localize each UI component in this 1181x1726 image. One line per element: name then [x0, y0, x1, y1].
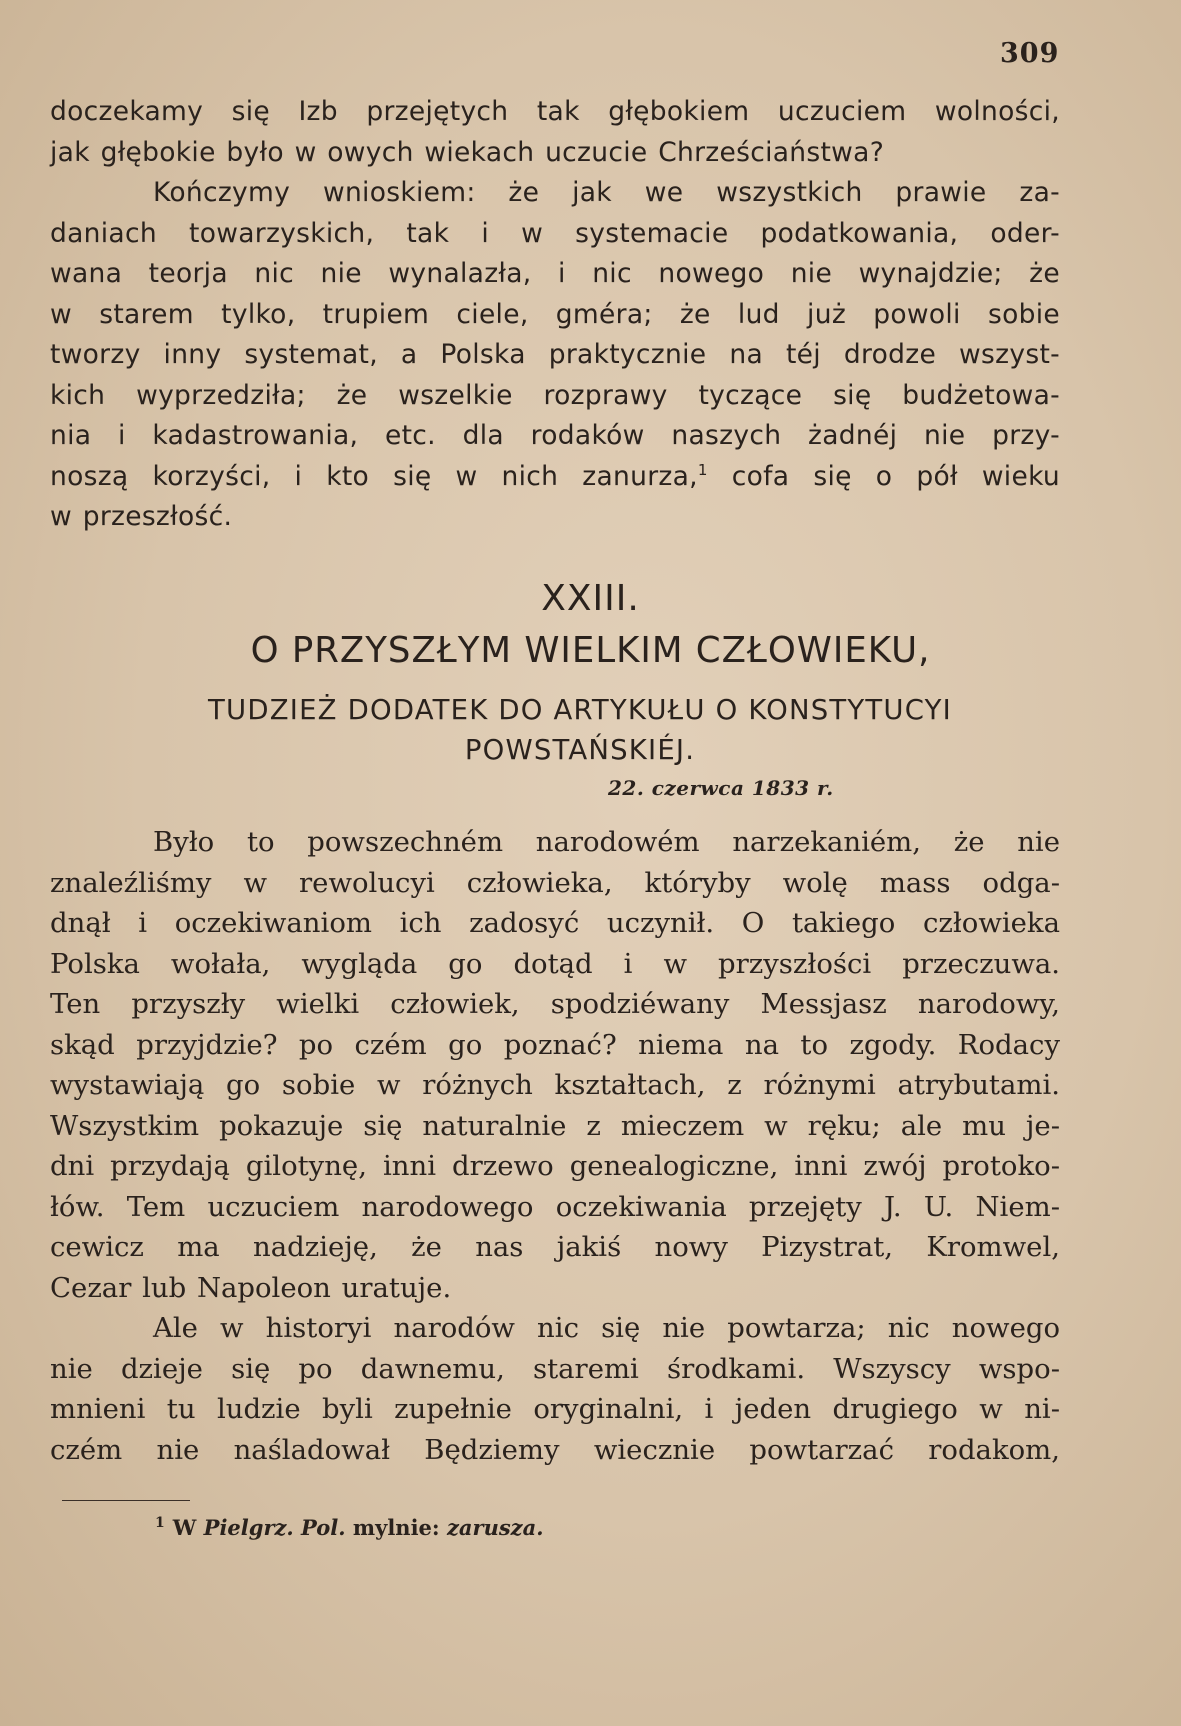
text-line: Ten przyszły wielki człowiek, spodziéwany Messjasz narodowy, [50, 988, 1060, 1020]
footnote-prefix: W [172, 1515, 197, 1540]
text-line: Wszystkim pokazuje się naturalnie z mieczem w ręku; ale mu je- [50, 1109, 1060, 1142]
text-line: Kończymy wnioskiem: że jak we wszystkich prawie za- [153, 177, 1060, 208]
footnote-reference[interactable]: 1 [697, 460, 708, 479]
footnote-divider [62, 1500, 190, 1501]
conclusion-text [50, 92, 1060, 538]
text-line: jak głębokie było w owych wiekach uczucie Chrześciaństwa? [50, 136, 885, 168]
text-line: skąd przyjdzie? po czém go poznać? niema na to zgody. Rodacy [50, 1028, 1060, 1061]
text-line: mnieni tu ludzie byli zupełnie oryginalni, i jeden drugiego w ni- [50, 1393, 1060, 1425]
text-line: wystawiają go sobie w różnych kształtach, z różnymi atrybutami. [50, 1069, 1060, 1101]
text-fragment: noszą korzyści, i kto się w nich zanurza, [50, 460, 698, 492]
text-line: tworzy inny systemat, a Polska praktycznie na téj drodze wszyst- [50, 339, 1060, 370]
chapter-body [50, 822, 1060, 1470]
text-line: dnął i oczekiwaniom ich zadosyć uczynił. O takiego człowieka [50, 907, 1060, 939]
text-line: kich wyprzedziła; że wszelkie rozprawy tyczące się budżetowa- [50, 379, 1060, 411]
text-line: nia i kadastrowania, etc. dla rodaków naszych żadnéj nie przy- [50, 420, 1060, 451]
text-line: dni przydają gilotynę, inni drzewo genealogiczne, inni zwój protoko- [50, 1150, 1060, 1182]
text-fragment: cofa się o pół wieku [707, 460, 1060, 492]
footnote [155, 1515, 544, 1540]
text-line: Polska wołała, wygląda go dotąd i w przyszłości przeczuwa. [50, 947, 1060, 980]
footnote-source: Pielgrz. Pol. [203, 1515, 346, 1540]
chapter-title: O PRZYSZŁYM WIELKIM CZŁOWIEKU, [250, 630, 931, 671]
text-line: w przeszłość. [50, 501, 233, 532]
page-number: 309 [1000, 38, 1060, 69]
text-line: Było to powszechném narodowém narzekaniém, że nie [153, 826, 1060, 858]
chapter-number: XXIII. [541, 578, 640, 619]
chapter-date: 22. czerwca 1833 r. [608, 776, 834, 800]
chapter-subtitle [80, 690, 1080, 770]
text-line: daniach towarzyskich, tak i w systemacie podatkowania, oder- [50, 217, 1060, 249]
text-line: w starem tylko, trupiem ciele, gméra; że lud już powoli sobie [50, 298, 1060, 330]
footnote-middle: mylnie: [352, 1515, 440, 1540]
text-line: łów. Tem uczuciem narodowego oczekiwania przejęty J. U. Niem- [50, 1190, 1060, 1223]
text-line: doczekamy się Izb przejętych tak głębokiem uczuciem wolności, [50, 96, 1060, 127]
text-line: nie dzieje się po dawnemu, staremi środkami. Wszyscy wspo- [50, 1352, 1060, 1385]
footnote-mark: 1 [155, 1515, 165, 1531]
subtitle-line: TUDZIEŻ DODATEK DO ARTYKUŁU O KONSTYTUCYI [208, 694, 952, 726]
text-line: znaleźliśmy w rewolucyi człowieka, któryby wolę mass odga- [50, 866, 1060, 899]
footnote-correction: zarusza. [446, 1515, 544, 1540]
text-line: Cezar lub Napoleon uratuje. [50, 1271, 452, 1304]
text-line-with-footnote-ref [50, 457, 1060, 498]
subtitle-line: POWSTAŃSKIÉJ. [464, 734, 696, 766]
text-line: wana teorja nic nie wynalazła, i nic nowego nie wynajdzie; że [50, 258, 1060, 289]
text-line: Ale w historyi narodów nic się nie powtarza; nic nowego [153, 1312, 1060, 1344]
text-line: czém nie naśladował Będziemy wiecznie powtarzać rodakom, [50, 1433, 1060, 1466]
text-line: cewicz ma nadzieję, że nas jakiś nowy Pizystrat, Kromwel, [50, 1231, 1060, 1263]
